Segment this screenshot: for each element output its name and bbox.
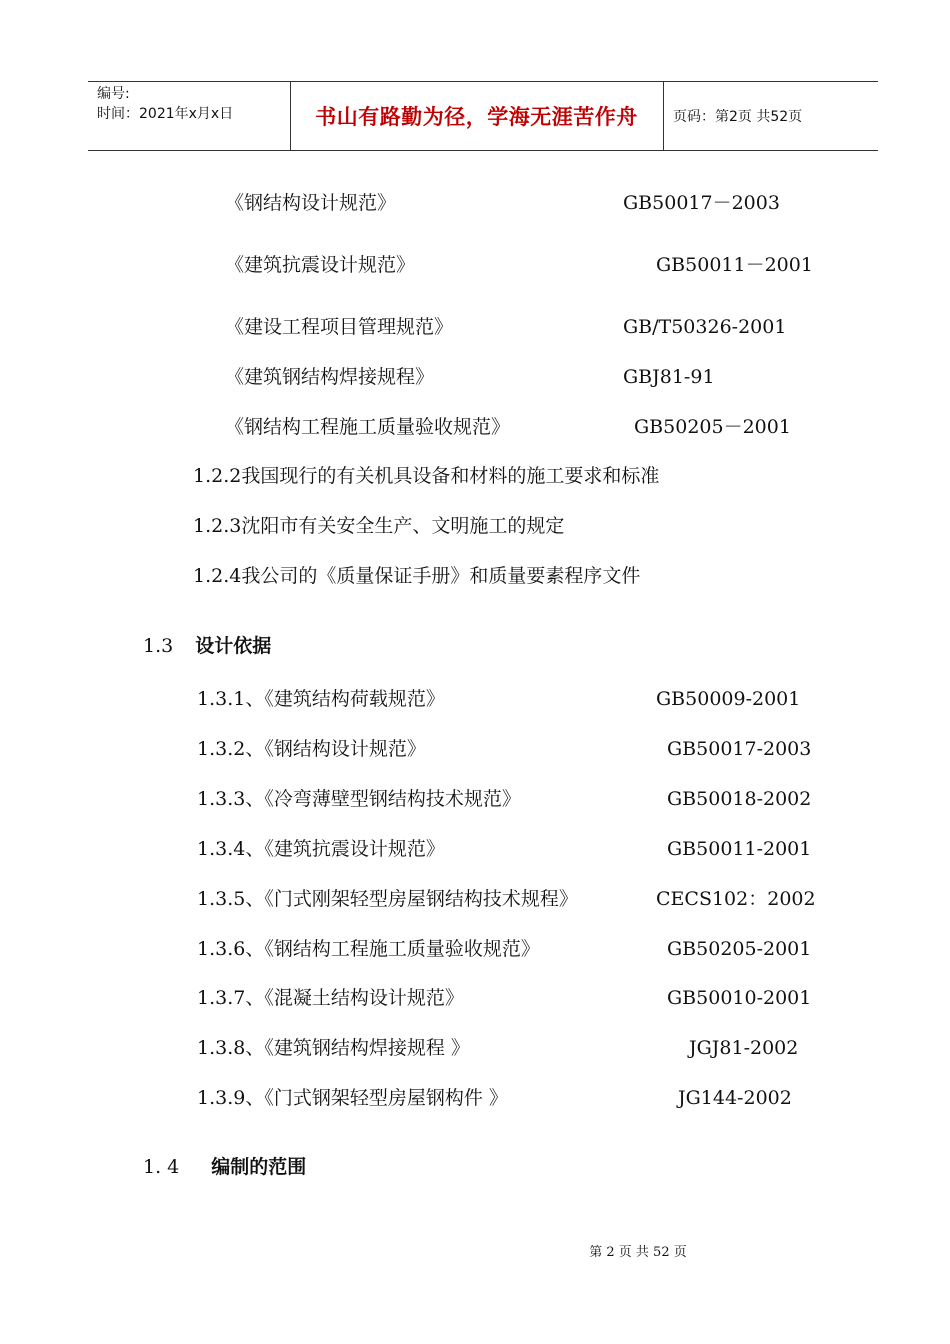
design-basis-code: CECS102：2002 — [656, 888, 816, 910]
document-number: 编号: — [97, 86, 130, 102]
header-motto: 书山有路勤为径，学海无涯苦作舟 — [315, 105, 638, 129]
section-number: 1. 4 — [143, 1156, 180, 1178]
standard-name: 《建筑钢结构焊接规程》 — [225, 366, 435, 388]
clause-1-2-4: 1.2.4我公司的《质量保证手册》和质量要素程序文件 — [193, 565, 641, 587]
design-basis-code: GB50205-2001 — [667, 938, 812, 960]
section-number: 1.3 — [143, 635, 174, 657]
standard-name: 《建设工程项目管理规范》 — [225, 316, 454, 338]
standard-name: 《钢结构工程施工质量验收规范》 — [225, 416, 511, 438]
design-basis-code: GB50009-2001 — [656, 688, 801, 710]
standard-code: GB50017－2003 — [623, 192, 780, 214]
design-basis-name: 1.3.6、《钢结构工程施工质量验收规范》 — [197, 938, 540, 960]
design-basis-code: JG144-2002 — [678, 1087, 792, 1109]
design-basis-code: JGJ81-2002 — [689, 1037, 799, 1059]
clause-1-2-3: 1.2.3沈阳市有关安全生产、文明施工的规定 — [193, 515, 565, 537]
header-meta — [97, 84, 233, 124]
standard-code: GBJ81-91 — [623, 366, 715, 388]
design-basis-code: GB50017-2003 — [667, 738, 812, 760]
design-basis-name: 1.3.4、《建筑抗震设计规范》 — [197, 838, 445, 860]
design-basis-code: GB50018-2002 — [667, 788, 812, 810]
standard-code: GB50205－2001 — [634, 416, 791, 438]
section-heading-1-3 — [143, 634, 271, 658]
standard-name: 《建筑抗震设计规范》 — [225, 254, 416, 276]
clause-1-2-2: 1.2.2我国现行的有关机具设备和材料的施工要求和标准 — [193, 465, 660, 487]
design-basis-code: GB50011-2001 — [667, 838, 812, 860]
design-basis-name: 1.3.7、《混凝土结构设计规范》 — [197, 987, 464, 1009]
design-basis-name: 1.3.1、《建筑结构荷载规范》 — [197, 688, 445, 710]
design-basis-code: GB50010-2001 — [667, 987, 812, 1009]
section-title: 设计依据 — [195, 635, 272, 657]
header-divider — [663, 82, 664, 150]
design-basis-name: 1.3.9、《门式钢架轻型房屋钢构件 》 — [197, 1087, 508, 1109]
document-time: 时间：2021年x月x日 — [97, 106, 234, 122]
page-header — [88, 81, 878, 151]
section-title: 编制的范围 — [211, 1156, 307, 1178]
design-basis-name: 1.3.5、《门式刚架轻型房屋钢结构技术规程》 — [197, 888, 578, 910]
page-footer: 第 2 页 共 52 页 — [589, 1245, 687, 1260]
standard-name: 《钢结构设计规范》 — [225, 192, 397, 214]
section-heading-1-4 — [143, 1155, 306, 1179]
design-basis-name: 1.3.3、《冷弯薄壁型钢结构技术规范》 — [197, 788, 521, 810]
header-page-label: 页码：第2页 共52页 — [673, 109, 803, 125]
standard-code: GB/T50326-2001 — [623, 316, 787, 338]
standard-code: GB50011－2001 — [656, 254, 813, 276]
design-basis-name: 1.3.8、《建筑钢结构焊接规程 》 — [197, 1037, 470, 1059]
design-basis-name: 1.3.2、《钢结构设计规范》 — [197, 738, 426, 760]
